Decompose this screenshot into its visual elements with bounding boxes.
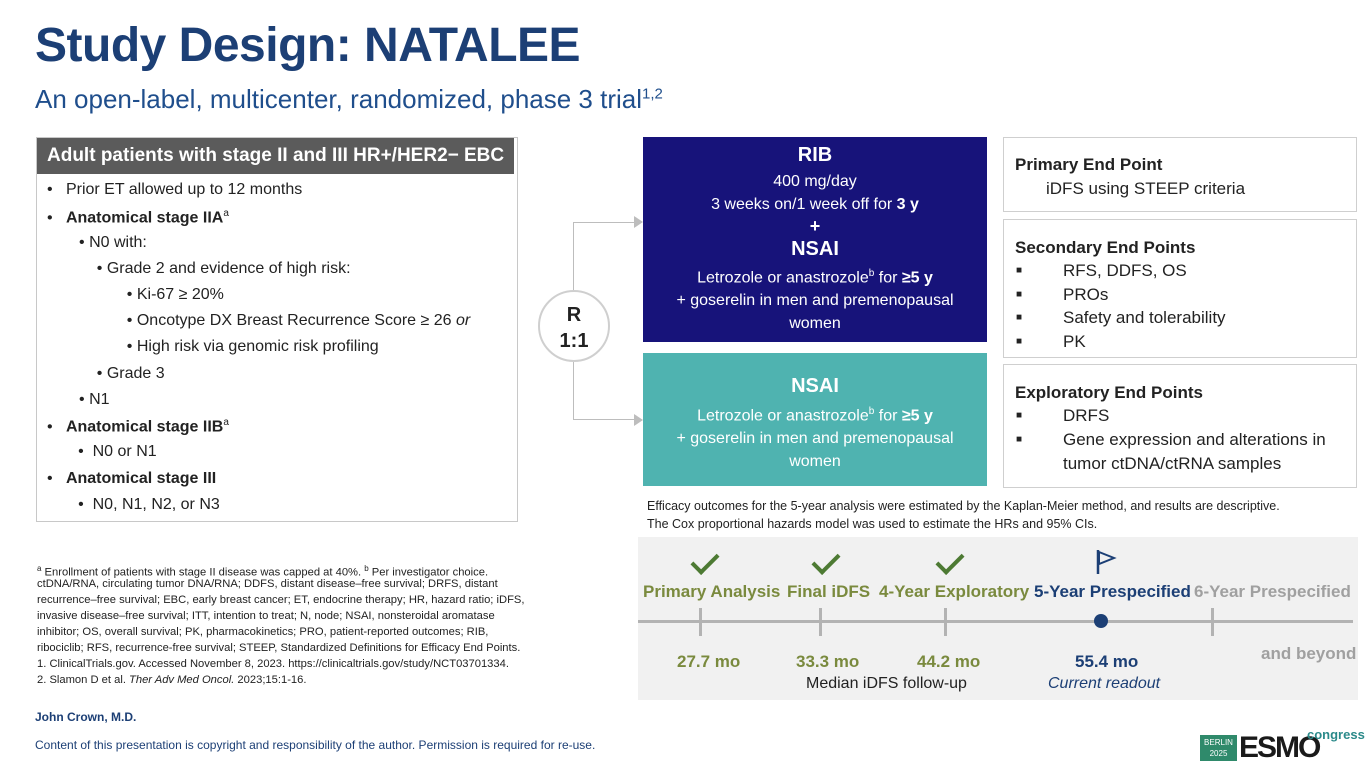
footnote-sup: a (37, 564, 42, 573)
bullet: • (78, 443, 84, 460)
timeline-tick (699, 608, 702, 636)
arm-nsai-goserelin-2: women (789, 453, 841, 471)
elig-text: N0 with: (89, 234, 147, 251)
elig-text: Oncotype DX Breast Recurrence Score ≥ 26 (136, 312, 456, 329)
elig-item (79, 391, 110, 409)
arm-rib-plus: + (809, 216, 821, 236)
connector-top (573, 222, 636, 291)
elig-item (47, 417, 229, 436)
bullet: • (47, 181, 53, 198)
bullet: • (126, 338, 133, 355)
milestone-label: Final iDFS (787, 582, 871, 601)
subtitle-refs: 1,2 (642, 85, 663, 103)
elig-text: N0, N1, N2, or N3 (92, 496, 220, 513)
square-bullet-icon: ■ (1016, 434, 1023, 445)
arm-rib-dose: 400 mg/day (773, 173, 857, 190)
primary-endpoint-box (1003, 137, 1357, 212)
elig-item (47, 443, 157, 461)
endpoint-text: Gene expression and alterations in (1063, 430, 1326, 449)
square-bullet-icon: ■ (1016, 312, 1023, 323)
elig-item (47, 496, 220, 514)
bullet: • (79, 234, 85, 251)
logo-year: 2025 (1209, 749, 1228, 758)
efficacy-note-1: Efficacy outcomes for the 5-year analysis were estimated by the Kaplan-Meier method, and results are descriptive. (647, 499, 1280, 513)
secondary-endpoint-item (1016, 308, 1226, 328)
elig-item (47, 208, 229, 227)
ref-journal: Ther Adv Med Oncol. (129, 674, 235, 686)
elig-item (79, 234, 147, 252)
current-readout-caption: Current readout (1048, 675, 1161, 692)
efficacy-note-2: The Cox proportional hazards model was used to estimate the HRs and 95% CIs. (647, 517, 1098, 531)
elig-text: High risk via genomic risk profiling (136, 338, 379, 355)
eligibility-box (36, 137, 518, 522)
milestone-label-current: 5-Year Prespecified (1034, 582, 1191, 601)
endpoint-text: PROs (1063, 285, 1109, 304)
bullet: • (47, 470, 53, 487)
copyright-notice: Content of this presentation is copyright and responsibility of the author. Permission is required for re-use. (35, 738, 596, 752)
elig-text: Anatomical stage IIA (65, 209, 224, 227)
elig-text: Prior ET allowed up to 12 months (65, 181, 303, 198)
ref-text: 2. Slamon D et al. (37, 674, 130, 686)
schedule-duration: 3 y (896, 196, 919, 213)
endpoint-text: DRFS (1063, 406, 1110, 425)
timeline-tick (944, 608, 947, 636)
esmo-logo-city (1200, 735, 1237, 761)
drug-text: Letrozole or anastrozole (697, 269, 869, 287)
drug-duration: ≥5 y (901, 407, 933, 425)
milestone-value-future: and beyond (1261, 644, 1357, 663)
primary-endpoint-heading: Primary End Point (1015, 155, 1163, 174)
logo-city: BERLIN (1204, 738, 1233, 747)
bullet: • (126, 312, 133, 329)
footnote-sup: a (223, 208, 229, 219)
arm-ribociclib (643, 137, 987, 342)
randomization-r: R (566, 304, 582, 326)
milestone-value: 27.7 mo (677, 652, 741, 671)
bullet: • (47, 418, 53, 436)
arrow-head-bottom (634, 414, 643, 426)
elig-item (109, 312, 470, 330)
square-bullet-icon: ■ (1016, 289, 1023, 300)
elig-text: Grade 3 (106, 365, 165, 382)
flag-icon (1094, 548, 1118, 576)
footnote-line: ctDNA/RNA, circulating tumor DNA/RNA; DDFS, distant disease–free survival; DRFS, distant (37, 578, 498, 590)
exploratory-endpoints-heading: Exploratory End Points (1015, 383, 1203, 402)
arm-rib-schedule (643, 193, 987, 216)
elig-item (79, 365, 165, 383)
subtitle-text: An open-label, multicenter, randomized, phase 3 trial (35, 84, 643, 114)
elig-text: Anatomical stage IIB (65, 418, 224, 436)
secondary-endpoints-heading: Secondary End Points (1015, 238, 1196, 257)
exploratory-endpoint-item (1016, 430, 1326, 450)
esmo-logo-congress: congress (1307, 727, 1365, 742)
bullet: • (126, 286, 133, 303)
milestone-label: 4-Year Exploratory (879, 582, 1030, 601)
elig-text: Anatomical stage III (65, 470, 217, 487)
timeline-axis (638, 620, 1353, 623)
randomization-circle (538, 290, 610, 362)
drug-duration: ≥5 y (901, 269, 933, 287)
elig-text: Grade 2 and evidence of high risk: (106, 260, 351, 277)
square-bullet-icon: ■ (1016, 410, 1023, 421)
elig-text: N1 (89, 391, 110, 408)
milestone-value-current: 55.4 mo (1075, 652, 1139, 671)
schedule-text: 3 weeks on/1 week off for (711, 196, 897, 213)
timeline-panel (638, 537, 1358, 700)
endpoint-text: Safety and tolerability (1063, 308, 1226, 327)
page-title: Study Design: NATALEE (35, 19, 581, 72)
arm-nsai-drug (643, 400, 987, 427)
endpoint-text: RFS, DDFS, OS (1063, 261, 1187, 280)
elig-item (47, 470, 216, 488)
elig-item (79, 260, 351, 278)
secondary-endpoint-item (1016, 261, 1187, 281)
elig-or: or (456, 312, 471, 329)
for-text: for (874, 269, 902, 287)
elig-text: Ki-67 ≥ 20% (136, 286, 224, 303)
arm-nsai-name: NSAI (791, 375, 839, 397)
bullet: • (47, 209, 53, 227)
connector-bottom (573, 362, 636, 420)
milestone-label: Primary Analysis (643, 582, 781, 601)
arrow-head-top (634, 216, 643, 228)
footnote-text: Per investigator choice. (368, 566, 489, 579)
bullet: • (78, 496, 84, 513)
milestone-value: 44.2 mo (917, 652, 981, 671)
footnote-line: recurrence–free survival; EBC, early breast cancer; ET, endocrine therapy; HR, hazard ratio; iDFS, (37, 594, 525, 606)
ref-text: 2023;15:1-16. (234, 674, 307, 686)
endpoint-text: PK (1063, 332, 1086, 351)
randomization-ratio: 1:1 (559, 330, 589, 352)
footnote-sup: b (868, 268, 875, 279)
arm-nsai (643, 353, 987, 486)
bullet: • (79, 391, 85, 408)
milestone-value: 33.3 mo (796, 652, 860, 671)
elig-item (109, 338, 379, 356)
footnote-reference-2 (37, 673, 306, 689)
arm-rib-goserelin-2: women (789, 315, 841, 333)
current-readout-dot (1094, 614, 1108, 628)
footnote-text: Enrollment of patients with stage II disease was capped at 40%. (41, 566, 365, 579)
elig-text: N0 or N1 (92, 443, 157, 460)
arm-nsai-goserelin: + goserelin in men and premenopausal (676, 430, 954, 448)
footnote-line: ribociclib; RFS, recurrence-free survival; STEEP, Standardized Definitions for Efficacy End Points. (37, 642, 521, 654)
milestone-label-future: 6-Year Prespecified (1194, 582, 1351, 601)
page-subtitle (35, 84, 663, 115)
footnote-reference-1: 1. ClinicalTrials.gov. Accessed November 8, 2023. https://clinicaltrials.gov/study/NCT03701334. (37, 658, 509, 670)
timeline-tick (1211, 608, 1214, 636)
timeline-tick (819, 608, 822, 636)
secondary-endpoint-item (1016, 285, 1108, 305)
elig-item (109, 286, 224, 304)
arm-rib-goserelin: + goserelin in men and premenopausal (676, 292, 954, 310)
secondary-endpoints-box (1003, 219, 1357, 358)
drug-text: Letrozole or anastrozole (697, 407, 869, 425)
bullet: • (96, 260, 103, 277)
footnote-sup: a (223, 417, 229, 428)
footnote-sup: b (364, 564, 369, 573)
arm-rib-name: RIB (797, 144, 833, 166)
footnote-line: inhibitor; OS, overall survival; PK, pharmacokinetics; PRO, patient-reported outcomes; RIB, (37, 626, 489, 638)
exploratory-endpoint-item-cont: tumor ctDNA/ctRNA samples (1063, 454, 1282, 473)
arm-rib-nsai-drug (643, 262, 987, 289)
median-followup-caption: Median iDFS follow-up (806, 675, 967, 692)
bullet: • (96, 365, 103, 382)
footnote-line: invasive disease–free survival; ITT, intention to treat; N, node; NSAI, nonsteroidal aromatase (37, 610, 495, 622)
elig-item (47, 181, 302, 199)
primary-endpoint-text: iDFS using STEEP criteria (1046, 179, 1246, 198)
square-bullet-icon: ■ (1016, 265, 1023, 276)
secondary-endpoint-item (1016, 332, 1086, 352)
square-bullet-icon: ■ (1016, 336, 1023, 347)
eligibility-heading: Adult patients with stage II and III HR+/HER2− EBC (37, 138, 514, 174)
exploratory-endpoint-item (1016, 406, 1109, 426)
exploratory-endpoints-box (1003, 364, 1357, 488)
footnote-sup: b (868, 406, 875, 417)
for-text: for (874, 407, 902, 425)
esmo-logo: ESMO (1239, 731, 1320, 764)
author-name: John Crown, M.D. (35, 710, 137, 724)
arm-rib-nsai-name: NSAI (791, 238, 839, 260)
